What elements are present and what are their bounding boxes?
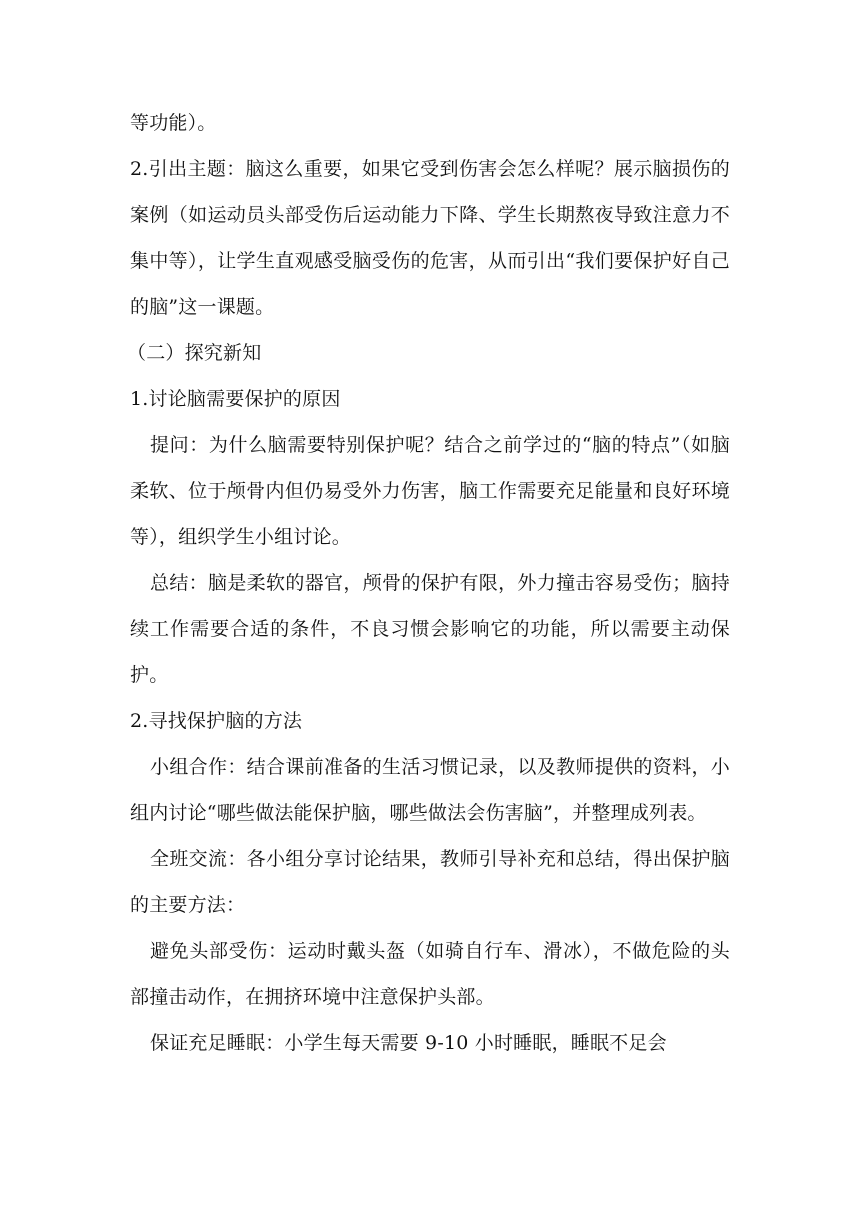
paragraph-class-exchange: 全班交流：各小组分享讨论结果，教师引导补充和总结，得出保护脑的主要方法： [130,848,730,916]
paragraph-summary: 总结：脑是柔软的器官，颅骨的保护有限，外力撞击容易受伤；脑持续工作需要合适的条件，不良习惯会影响它的功能，所以需要主动保护。 [130,572,730,686]
document-body [127,100,730,1066]
paragraph-group-work: 小组合作：结合课前准备的生活习惯记录，以及教师提供的资料，小组内讨论“哪些做法能保护脑，哪些做法会伤害脑”，并整理成列表。 [130,756,730,824]
paragraph-avoid-injury: 避免头部受伤：运动时戴头盔（如骑自行车、滑冰），不做危险的头部撞击动作，在拥挤环境中注意保护头部。 [130,940,730,1008]
subheading-discuss-reasons: 1.讨论脑需要保护的原因 [130,388,341,410]
paragraph-sleep: 保证充足睡眠：小学生每天需要 9-10 小时睡眠，睡眠不足会 [150,1032,667,1054]
paragraph-continuation: 等功能）。 [130,112,217,134]
subheading-find-methods: 2.寻找保护脑的方法 [130,710,303,732]
paragraph-introduce-topic: 2.引出主题：脑这么重要，如果它受到伤害会怎么样呢？展示脑损伤的案例（如运动员头部受伤后运动能力下降、学生长期熬夜导致注意力不集中等），让学生直观感受脑受伤的危害，从而引出“我们要保护好自己的脑”这一课题。 [130,158,730,318]
paragraph-question: 提问：为什么脑需要特别保护呢？结合之前学过的“脑的特点”（如脑柔软、位于颅骨内但仍易受外力伤害，脑工作需要充足能量和良好环境等），组织学生小组讨论。 [130,434,730,548]
section-heading-explore: （二）探究新知 [127,342,262,364]
